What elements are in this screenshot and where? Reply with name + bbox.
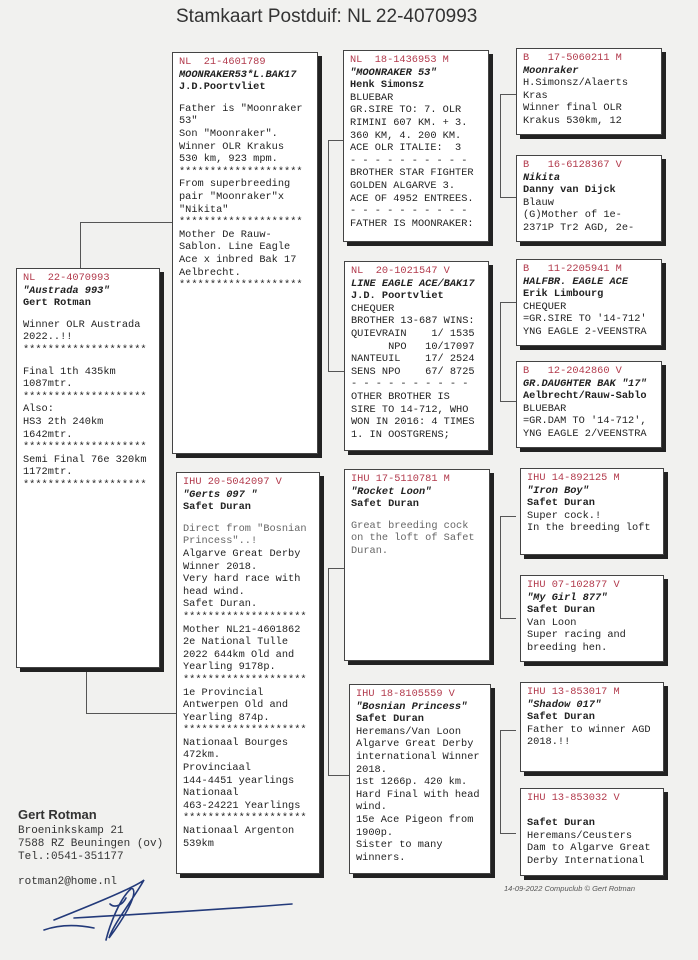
note-line: 360 KM, 4. 200 KM. [350, 129, 462, 142]
mf-pigeon-card [344, 469, 490, 661]
pigeon-name: "Bosnian Princess" [356, 700, 468, 713]
note-line: breeding hen. [527, 641, 608, 654]
note-line: Very hard race with [183, 573, 301, 586]
pigeon-owner: Danny van Dijck [523, 184, 616, 197]
ring-number: B 17-5060211 M [523, 52, 622, 64]
connector-line [500, 618, 516, 619]
connector-line [86, 667, 87, 714]
note-line: Father to winner AGD [527, 723, 651, 736]
pigeon-name: "My Girl 877" [527, 591, 608, 604]
ring-number: B 12-2042860 V [523, 365, 622, 377]
note-line: 2371P Tr2 AGD, 2e- [523, 221, 635, 234]
note-line: Algarve Great Derby [183, 547, 301, 560]
note-line: 1. IN OOSTGRENS; [351, 428, 450, 441]
connector-line [500, 730, 516, 731]
note-line: Son "Moonraker". [179, 127, 278, 140]
connector-line [500, 401, 516, 402]
pigeon-name: Moonraker [523, 64, 579, 77]
mmm-pigeon-card [520, 788, 664, 876]
footer-credit: 14-09-2022 Compuclub © Gert Rotman [504, 884, 636, 893]
ff-pigeon-card [343, 50, 489, 242]
note-line: international Winner [356, 750, 480, 763]
note-line: Algarve Great Derby [356, 738, 474, 751]
note-line: Antwerpen Old and [183, 699, 289, 712]
note-line: FATHER IS MOONRAKER: [350, 217, 474, 230]
note-line: 1900p. [356, 826, 394, 839]
note-line: Final 1th 435km [23, 365, 116, 378]
note-line: Ace x inbred Bak 17 [179, 253, 297, 266]
note-line: Nationaal [183, 787, 239, 800]
note-line: Yearling 874p. [183, 711, 270, 724]
signature-icon [14, 868, 304, 948]
ring-number: NL 22-4070993 [23, 272, 110, 284]
pigeon-owner: Safet Duran [351, 498, 419, 511]
connector-line [500, 730, 501, 834]
breeder-street: Broeninkskamp 21 [18, 825, 124, 837]
note-line: Direct from "Bosnian [183, 522, 307, 535]
note-line: "Nikita" [179, 203, 229, 216]
note-line: 463-24221 Yearlings [183, 799, 301, 812]
note-line: ******************** [23, 441, 147, 454]
note-line: BROTHER 13-687 WINS: [351, 315, 475, 328]
note-line: GOLDEN ALGARVE 3. [350, 179, 456, 192]
pigeon-name: GR.DAUGHTER BAK "17" [523, 377, 647, 390]
connector-line [328, 371, 344, 372]
note-line: Super racing and [527, 629, 626, 642]
connector-line [86, 713, 178, 714]
pigeon-name: "Gerts 097 " [183, 488, 258, 501]
note-line: 53" [179, 115, 198, 128]
note-line: SENS NPO 67/ 8725 [351, 365, 475, 378]
note-line: ******************** [23, 478, 147, 491]
note-line: Dam to Algarve Great [527, 842, 651, 855]
note-line: - - - - - - - - - - [350, 205, 468, 218]
connector-line [328, 140, 344, 141]
mfm-pigeon-card [520, 575, 664, 662]
pigeon-owner: Safet Duran [356, 713, 424, 726]
ring-number: B 16-6128367 V [523, 159, 622, 171]
note-line: WON IN 2016: 4 TIMES [351, 416, 475, 429]
note-line: Blauw [523, 196, 554, 209]
note-line: 1st 1266p. 420 km. [356, 776, 468, 789]
note-line: ******************** [183, 724, 307, 737]
note-line: Father is "Moonraker [179, 102, 303, 115]
note-line: - - - - - - - - - - [350, 154, 468, 167]
note-line: Princess"..! [183, 535, 258, 548]
note-line: Heremans/Van Loon [356, 725, 462, 738]
pigeon-owner: Safet Duran [527, 604, 595, 617]
connector-line [328, 775, 349, 776]
note-line: 15e Ace Pigeon from [356, 813, 474, 826]
fff-pigeon-card [516, 48, 662, 135]
note-line: Hard Final with head [356, 788, 480, 801]
note-line: Aelbrecht. [179, 266, 241, 279]
connector-line [500, 197, 516, 198]
note-line: Mother De Rauw- [179, 228, 272, 241]
note-line: 2022..!! [23, 331, 73, 344]
note-line: In the breeding loft [527, 522, 651, 535]
note-line: head wind. [183, 585, 245, 598]
note-line: GR.SIRE TO: 7. OLR [350, 104, 462, 117]
note-line: - - - - - - - - - - [351, 378, 469, 391]
connector-line [500, 516, 501, 619]
connector-line [500, 516, 516, 517]
note-line: 2e National Tulle [183, 636, 289, 649]
pigeon-name: LINE EAGLE ACE/BAK17 [351, 277, 475, 290]
note-line: 530 km, 923 mpm. [179, 153, 278, 166]
note-line: Winner OLR Krakus [179, 140, 285, 153]
mm-pigeon-card [349, 684, 491, 874]
note-line: Nationaal Argenton [183, 825, 295, 838]
pigeon-name: "Austrada 993" [23, 284, 110, 297]
pigeon-name [527, 805, 657, 818]
note-line: ******************** [179, 216, 303, 229]
note-line: Also: [23, 403, 54, 416]
pigeon-owner: Safet Duran [527, 711, 595, 724]
mmf-pigeon-card [520, 682, 664, 772]
connector-line [328, 568, 329, 776]
pigeon-name: "Shadow 017" [527, 698, 602, 711]
note-line: (G)Mother of 1e- [523, 209, 622, 222]
note-line: CHEQUER [351, 302, 395, 315]
note-line: 1172mtr. [23, 466, 73, 479]
connector-line [500, 302, 501, 402]
note-line: 2018. [356, 763, 387, 776]
pigeon-owner: Safet Duran [527, 497, 595, 510]
note-line: BLUEBAR [350, 91, 394, 104]
note-line: Duran. [351, 544, 389, 557]
note-line: 1087mtr. [23, 378, 73, 391]
pigeon-name: "MOONRAKER 53" [350, 66, 437, 79]
fmm-pigeon-card [516, 361, 662, 448]
note-line: Mother NL21-4601862 [183, 623, 301, 636]
note-line: ******************** [183, 673, 307, 686]
pigeon-name: Nikita [523, 171, 561, 184]
pigeon-owner: Henk Simonsz [350, 79, 425, 92]
note-line: Safet Duran. [183, 598, 258, 611]
note-line: 1642mtr. [23, 428, 73, 441]
connector-line [80, 222, 174, 223]
note-line: 144-4451 yearlings [183, 774, 295, 787]
connector-line [328, 568, 344, 569]
note-line: Sister to many [356, 839, 443, 852]
ring-number: NL 18-1436953 M [350, 54, 449, 66]
ring-number: IHU 17-5110781 M [351, 473, 450, 485]
note-line: OTHER BROTHER IS [351, 390, 450, 403]
note-line: =GR.DAM TO '14-712', [523, 415, 647, 428]
note-line: HS3 2th 240km [23, 415, 104, 428]
pigeon-name: MOONRAKER53*L.BAK17 [179, 68, 297, 81]
breeder-city: 7588 RZ Beuningen (ov) [18, 838, 164, 850]
ring-number: IHU 20-5042097 V [183, 476, 282, 488]
note-line: ******************** [23, 343, 147, 356]
fm-pigeon-card [344, 261, 489, 451]
breeder-phone: Tel.:0541-351177 [18, 851, 124, 863]
note-line: winners. [356, 851, 406, 864]
note-line: Provinciaal [183, 762, 251, 775]
ring-number: IHU 13-853032 V [527, 792, 620, 804]
note-line: 539km [183, 837, 214, 850]
note-line: From superbreeding [179, 178, 291, 191]
note-line: pair "Moonraker"x [179, 190, 285, 203]
note-line: Derby International [527, 854, 645, 867]
connector-line [500, 833, 516, 834]
note-line: Heremans/Ceusters [527, 829, 633, 842]
note-line: RIMINI 607 KM. + 3. [350, 116, 468, 129]
note-line: ACE OLR ITALIE: 3 [350, 142, 462, 155]
note-line: NANTEUIL 17/ 2524 [351, 353, 475, 366]
ring-number: B 11-2205941 M [523, 263, 622, 275]
mother-pigeon-card [176, 472, 320, 874]
note-line: Sablon. Line Eagle [179, 241, 291, 254]
connector-line [328, 140, 329, 372]
note-line: QUIEVRAIN 1/ 1535 [351, 327, 475, 340]
pigeon-owner: J.D.Poortvliet [179, 81, 266, 94]
note-line: Van Loon [527, 616, 577, 629]
father-pigeon-card [172, 52, 318, 454]
note-line: on the loft of Safet [351, 532, 475, 545]
ring-number: IHU 14-892125 M [527, 472, 620, 484]
note-line: Kras [523, 89, 548, 102]
connector-line [500, 302, 516, 303]
ring-number: IHU 18-8105559 V [356, 688, 455, 700]
note-line: Super cock.! [527, 509, 602, 522]
ffm-pigeon-card [516, 155, 662, 242]
note-line: Nationaal Bourges [183, 736, 289, 749]
note-line: Winner final OLR [523, 102, 622, 115]
note-line: Krakus 530km, 12 [523, 114, 622, 127]
fmf-pigeon-card [516, 259, 662, 346]
connector-line [80, 222, 81, 269]
pigeon-owner: Aelbrecht/Rauw-Sablo [523, 390, 647, 403]
note-line: YNG EAGLE 2-VEENSTRA [523, 325, 647, 338]
breeder-name: Gert Rotman [18, 807, 97, 822]
ring-number: IHU 13-853017 M [527, 686, 620, 698]
note-line: ******************** [179, 165, 303, 178]
note-line: 2022 644km Old and [183, 648, 295, 661]
pigeon-name: "Iron Boy" [527, 484, 589, 497]
note-line: wind. [356, 801, 387, 814]
ring-number: IHU 07-102877 V [527, 579, 620, 591]
note-line: YNG EAGLE 2/VEENSTRA [523, 427, 647, 440]
note-line: ******************** [183, 812, 307, 825]
note-line: BROTHER STAR FIGHTER [350, 167, 474, 180]
note-line: NPO 10/17097 [351, 340, 475, 353]
note-line: Yearling 9178p. [183, 661, 276, 674]
note-line: SIRE TO 14-712, WHO [351, 403, 469, 416]
note-line: ******************** [183, 610, 307, 623]
note-line: Semi Final 76e 320km [23, 453, 147, 466]
ring-number: NL 20-1021547 V [351, 265, 450, 277]
pigeon-owner: Safet Duran [183, 501, 251, 514]
note-line: CHEQUER [523, 300, 567, 313]
note-line: Great breeding cock [351, 519, 469, 532]
pigeon-owner: J.D. Poortvliet [351, 290, 444, 303]
connector-line [500, 94, 501, 198]
note-line: 2018.!! [527, 736, 571, 749]
mff-pigeon-card [520, 468, 664, 555]
pigeon-owner: Safet Duran [527, 817, 595, 830]
note-line: ACE OF 4952 ENTREES. [350, 192, 474, 205]
note-line: Winner OLR Austrada [23, 318, 141, 331]
note-line: ******************** [23, 390, 147, 403]
pigeon-owner: H.Simonsz/Alaerts [523, 77, 629, 90]
note-line: BLUEBAR [523, 402, 567, 415]
note-line: =GR.SIRE TO '14-712' [523, 313, 647, 326]
subject-pigeon-card [16, 268, 160, 668]
note-line: 1e Provincial [183, 686, 264, 699]
pigeon-owner: Gert Rotman [23, 297, 91, 310]
note-line: ******************** [179, 279, 303, 292]
breeder-email[interactable]: rotman2@home.nl [18, 876, 118, 888]
pigeon-name: HALFBR. EAGLE ACE [523, 275, 629, 288]
note-line: Winner 2018. [183, 560, 258, 573]
pigeon-owner: Erik Limbourg [523, 288, 604, 301]
connector-line [500, 94, 516, 95]
pigeon-name: "Rocket Loon" [351, 485, 432, 498]
note-line: 472km. [183, 749, 221, 762]
ring-number: NL 21-4601789 [179, 56, 266, 68]
page-title: Stamkaart Postduif: NL 22-4070993 [176, 6, 478, 27]
